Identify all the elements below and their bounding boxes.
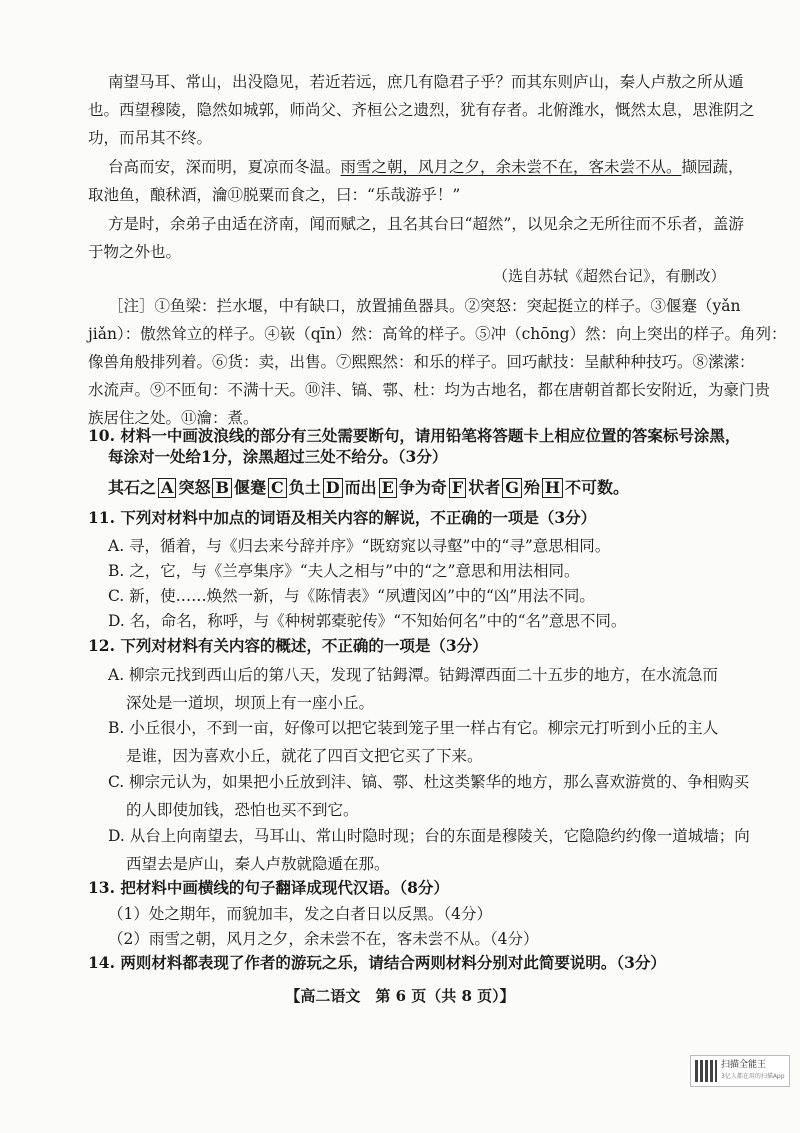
question-10-stem: 每涂对一处给1分，涂黑超过三处不给分。（3分） xyxy=(108,447,448,466)
question-10-sentence xyxy=(108,475,629,498)
question-13-item: （1）处之期年，而貌加丰，发之白者日以反黑。（4分） xyxy=(108,905,492,923)
stamp-title: 扫描全能王 xyxy=(721,1060,767,1070)
note-line: 族居住之处。⑪瀹：煮。 xyxy=(88,409,259,427)
question-10-stem: 10. 材料一中画波浪线的部分有三处需要断句，请用铅笔将答题卡上相应位置的答案标号涂黑， xyxy=(88,426,741,445)
passage-line: 南望马耳、常山，出没隐见，若近若远，庶几有隐君子乎？而其东则庐山，秦人卢敖之所从遁 xyxy=(108,73,744,91)
option-d-cont: 西望去是庐山，秦人卢敖就隐遁在那。 xyxy=(126,855,390,873)
sentence-fragment: 争为奇 xyxy=(398,478,447,497)
sentence-fragment: 状者 xyxy=(468,478,501,497)
option-c: C. 新，使……焕然一新，与《陈情表》“夙遭闵凶”中的“凶”用法不同。 xyxy=(108,587,595,605)
note-line: 水流声。⑨不匝旬：不满十天。⑩沣、镐、鄠、杜：均为古地名，都在唐朝首都长安附近，为豪门贵 xyxy=(88,381,771,399)
option-a: A. 柳宗元找到西山后的第八天，发现了钴鉧潭。钴鉧潭西面二十五步的地方，在水流急而 xyxy=(108,666,719,684)
answer-box-h[interactable]: H xyxy=(542,478,563,498)
passage-line: 也。西望穆陵，隐然如城郭，师尚父、齐桓公之遗烈，犹有存者。北俯潍水，慨然太息，思淮阴之 xyxy=(88,101,755,119)
passage-line: 功，而吊其不终。 xyxy=(88,129,213,147)
passage-source: （选自苏轼《超然台记》，有删改） xyxy=(493,267,726,285)
answer-box-g[interactable]: G xyxy=(502,478,522,498)
option-d: D. 名，命名，称呼，与《种树郭橐驼传》“不知始何名”中的“名”意思不同。 xyxy=(108,612,627,630)
page-footer: 【高二语文 第 6 页（共 8 页）】 xyxy=(285,987,515,1005)
answer-box-b[interactable]: B xyxy=(212,478,232,498)
answer-box-d[interactable]: D xyxy=(323,478,343,498)
option-d: D. 从台上向南望去，马耳山、常山时隐时现；台的东面是穆陵关，它隐隐约约像一道城墙；向 xyxy=(108,827,750,845)
question-11-stem: 11. 下列对材料中加点的词语及相关内容的解说，不正确的一项是（3分） xyxy=(88,508,597,527)
passage-line: 取池鱼，酿秫酒，瀹⑪脱粟而食之，曰：“乐哉游乎！” xyxy=(88,186,461,204)
option-c: C. 柳宗元认为，如果把小丘放到沣、镐、鄠、杜这类繁华的地方，那么喜欢游赏的、争相购买 xyxy=(108,773,750,791)
passage-line: 于物之外也。 xyxy=(88,243,182,261)
sentence-fragment: 其石之 xyxy=(108,478,157,497)
answer-box-c[interactable]: C xyxy=(268,478,287,498)
question-12-stem: 12. 下列对材料有关内容的概述，不正确的一项是（3分） xyxy=(88,636,488,655)
scanner-watermark xyxy=(690,1055,790,1087)
stamp-subtitle: 3亿人都在用的扫描App xyxy=(721,1073,785,1080)
question-14-stem: 14. 两则材料都表现了作者的游玩之乐，请结合两则材料分别对此简要说明。（3分） xyxy=(88,953,666,972)
option-a: A. 寻，循着，与《归去来兮辞并序》“既窈窕以寻壑”中的“寻”意思相同。 xyxy=(108,537,611,555)
answer-box-e[interactable]: E xyxy=(379,478,397,498)
sentence-fragment: 不可数。 xyxy=(565,478,630,497)
question-13-stem: 13. 把材料中画横线的句子翻译成现代汉语。（8分） xyxy=(88,878,449,897)
sentence-fragment: 而出 xyxy=(344,478,377,497)
sentence-fragment: 负土 xyxy=(288,478,321,497)
passage-line: 方是时，余弟子由适在济南，闻而赋之，且名其台曰“超然”，以见余之无所往而不乐者，盖游 xyxy=(108,215,744,233)
passage-text: 撷园蔬， xyxy=(681,158,744,176)
passage-line xyxy=(108,157,744,177)
note-line: jiǎn）：傲然耸立的样子。④嵚（qīn）然：高耸的样子。⑤冲（chōng）然：向上突出的样子。角列： xyxy=(88,325,787,343)
note-line: 像兽角般排列着。⑥货：卖，出售。⑦熙熙然：和乐的样子。回巧献技：呈献种种技巧。⑧潆潆： xyxy=(88,353,755,371)
sentence-fragment: 殆 xyxy=(523,478,540,497)
answer-box-a[interactable]: A xyxy=(158,478,176,498)
question-13-item: （2）雨雪之朝，风月之夕，余未尝不在，客未尝不从。（4分） xyxy=(108,930,539,948)
answer-box-f[interactable]: F xyxy=(449,478,466,498)
underlined-sentence: 雨雪之朝，风月之夕，余未尝不在，客未尝不从。 xyxy=(340,158,682,176)
sentence-fragment: 偃蹇 xyxy=(233,478,266,497)
passage-text: 台高而安，深而明，夏凉而冬温。 xyxy=(108,158,341,176)
option-a-cont: 深处是一道坝，坝顶上有一座小丘。 xyxy=(126,694,375,712)
sentence-fragment: 突怒 xyxy=(178,478,211,497)
note-line: ［注］①鱼梁：拦水堰，中有缺口，放置捕鱼器具。②突怒：突起挺立的样子。③偃蹇（yǎn xyxy=(108,297,741,315)
option-c-cont: 的人即使加钱，恐怕也买不到它。 xyxy=(126,801,359,819)
option-b: B. 小丘很小，不到一亩，好像可以把它装到笼子里一样占有它。柳宗元打听到小丘的主人 xyxy=(108,719,719,737)
option-b: B. 之，它，与《兰亭集序》“夫人之相与”中的“之”意思和用法相同。 xyxy=(108,562,580,580)
qr-code-icon xyxy=(695,1060,717,1082)
option-b-cont: 是谁，因为喜欢小丘，就花了四百文把它买了下来。 xyxy=(126,747,483,765)
